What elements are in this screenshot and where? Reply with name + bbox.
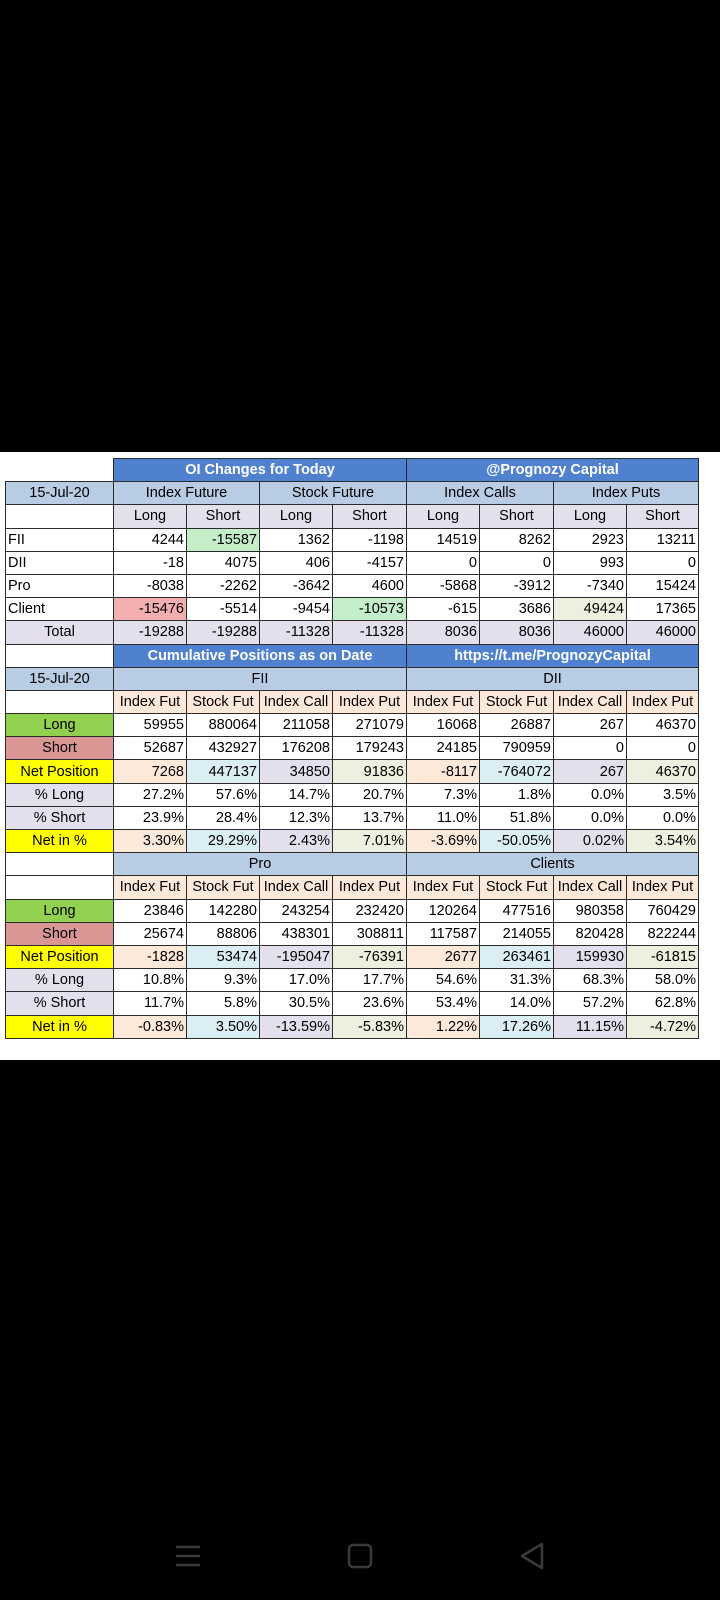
value-cell: 31.3% bbox=[480, 969, 554, 992]
back-icon[interactable] bbox=[512, 1536, 552, 1576]
section-right-title: Clients bbox=[407, 853, 699, 876]
position-row bbox=[6, 945, 699, 968]
row-label: Short bbox=[6, 922, 114, 945]
column-header: Index Put bbox=[333, 876, 407, 899]
value-cell: 8262 bbox=[480, 528, 554, 551]
column-header: Index Put bbox=[627, 876, 699, 899]
value-cell: 11.0% bbox=[407, 806, 480, 829]
value-cell: 179243 bbox=[333, 737, 407, 760]
value-cell: -15587 bbox=[187, 528, 260, 551]
value-cell: 1362 bbox=[260, 528, 333, 551]
cum-title: Cumulative Positions as on Date bbox=[114, 644, 407, 667]
value-cell: -5.83% bbox=[333, 1015, 407, 1038]
value-cell: 0 bbox=[554, 737, 627, 760]
value-cell: 17.26% bbox=[480, 1015, 554, 1038]
row-label: % Short bbox=[6, 992, 114, 1015]
row-label: FII bbox=[6, 528, 114, 551]
value-cell: 3686 bbox=[480, 598, 554, 621]
subheader-cell: Long bbox=[260, 505, 333, 528]
value-cell: 23.6% bbox=[333, 992, 407, 1015]
value-cell: 2677 bbox=[407, 945, 480, 968]
position-row bbox=[6, 992, 699, 1015]
value-cell: 28.4% bbox=[187, 806, 260, 829]
group-row bbox=[6, 482, 699, 505]
value-cell: 24185 bbox=[407, 737, 480, 760]
value-cell: 16068 bbox=[407, 714, 480, 737]
value-cell: -10573 bbox=[333, 598, 407, 621]
value-cell: -2262 bbox=[187, 574, 260, 597]
position-row bbox=[6, 737, 699, 760]
value-cell: 980358 bbox=[554, 899, 627, 922]
value-cell: 0.0% bbox=[554, 783, 627, 806]
column-header: Index Fut bbox=[407, 876, 480, 899]
value-cell: -7340 bbox=[554, 574, 627, 597]
value-cell: 53.4% bbox=[407, 992, 480, 1015]
empty-cell bbox=[6, 853, 114, 876]
value-cell: -9454 bbox=[260, 598, 333, 621]
position-row bbox=[6, 1015, 699, 1038]
section-header-row bbox=[6, 853, 699, 876]
group-header: Index Puts bbox=[554, 482, 699, 505]
value-cell: 993 bbox=[554, 551, 627, 574]
brand-title: @Prognozy Capital bbox=[407, 459, 699, 482]
subheader-cell: Short bbox=[333, 505, 407, 528]
telegram-link: https://t.me/PrognozyCapital bbox=[407, 644, 699, 667]
value-cell: 432927 bbox=[187, 737, 260, 760]
value-cell: 23846 bbox=[114, 899, 187, 922]
empty-cell bbox=[6, 876, 114, 899]
value-cell: 2.43% bbox=[260, 830, 333, 853]
value-cell: 49424 bbox=[554, 598, 627, 621]
date-cell: 15-Jul-20 bbox=[6, 667, 114, 690]
value-cell: 0 bbox=[480, 551, 554, 574]
value-cell: 243254 bbox=[260, 899, 333, 922]
row-label: DII bbox=[6, 551, 114, 574]
position-row bbox=[6, 969, 699, 992]
value-cell: 8036 bbox=[480, 621, 554, 644]
value-cell: 17365 bbox=[627, 598, 699, 621]
column-header: Stock Fut bbox=[480, 690, 554, 713]
value-cell: 232420 bbox=[333, 899, 407, 922]
value-cell: 3.5% bbox=[627, 783, 699, 806]
position-row bbox=[6, 783, 699, 806]
value-cell: 159930 bbox=[554, 945, 627, 968]
value-cell: 0 bbox=[627, 737, 699, 760]
value-cell: 46000 bbox=[554, 621, 627, 644]
oi-table bbox=[5, 458, 699, 1039]
row-label: % Long bbox=[6, 969, 114, 992]
row-label: Long bbox=[6, 899, 114, 922]
section-left-title: Pro bbox=[114, 853, 407, 876]
value-cell: -8038 bbox=[114, 574, 187, 597]
value-cell: 9.3% bbox=[187, 969, 260, 992]
value-cell: 30.5% bbox=[260, 992, 333, 1015]
value-cell: 10.8% bbox=[114, 969, 187, 992]
row-label: Short bbox=[6, 737, 114, 760]
group-header: Index Calls bbox=[407, 482, 554, 505]
column-header: Index Fut bbox=[114, 876, 187, 899]
empty-cell bbox=[6, 644, 114, 667]
corner-cell bbox=[6, 459, 114, 482]
value-cell: -764072 bbox=[480, 760, 554, 783]
column-header-row bbox=[6, 690, 699, 713]
oi-table-image bbox=[0, 452, 720, 1060]
oi-row bbox=[6, 528, 699, 551]
value-cell: -3642 bbox=[260, 574, 333, 597]
value-cell: -4.72% bbox=[627, 1015, 699, 1038]
row-label: Client bbox=[6, 598, 114, 621]
value-cell: 59955 bbox=[114, 714, 187, 737]
value-cell: 4244 bbox=[114, 528, 187, 551]
value-cell: 211058 bbox=[260, 714, 333, 737]
oi-row bbox=[6, 621, 699, 644]
value-cell: 88806 bbox=[187, 922, 260, 945]
value-cell: 14519 bbox=[407, 528, 480, 551]
value-cell: 820428 bbox=[554, 922, 627, 945]
subheader-row bbox=[6, 505, 699, 528]
value-cell: 14.7% bbox=[260, 783, 333, 806]
value-cell: 57.2% bbox=[554, 992, 627, 1015]
value-cell: 17.7% bbox=[333, 969, 407, 992]
value-cell: 880064 bbox=[187, 714, 260, 737]
value-cell: 46370 bbox=[627, 714, 699, 737]
value-cell: 2923 bbox=[554, 528, 627, 551]
value-cell: 4600 bbox=[333, 574, 407, 597]
section-header-row bbox=[6, 667, 699, 690]
value-cell: 438301 bbox=[260, 922, 333, 945]
value-cell: 46000 bbox=[627, 621, 699, 644]
value-cell: 5.8% bbox=[187, 992, 260, 1015]
value-cell: 3.50% bbox=[187, 1015, 260, 1038]
value-cell: 7268 bbox=[114, 760, 187, 783]
empty-cell bbox=[6, 505, 114, 528]
subheader-cell: Short bbox=[187, 505, 260, 528]
value-cell: -15476 bbox=[114, 598, 187, 621]
value-cell: 25674 bbox=[114, 922, 187, 945]
subheader-cell: Long bbox=[554, 505, 627, 528]
value-cell: 7.01% bbox=[333, 830, 407, 853]
row-label: % Long bbox=[6, 783, 114, 806]
value-cell: 17.0% bbox=[260, 969, 333, 992]
value-cell: 117587 bbox=[407, 922, 480, 945]
value-cell: 0.0% bbox=[627, 806, 699, 829]
value-cell: -19288 bbox=[114, 621, 187, 644]
value-cell: -3.69% bbox=[407, 830, 480, 853]
value-cell: 13.7% bbox=[333, 806, 407, 829]
column-header: Index Call bbox=[554, 690, 627, 713]
value-cell: 308811 bbox=[333, 922, 407, 945]
value-cell: 46370 bbox=[627, 760, 699, 783]
subheader-cell: Long bbox=[407, 505, 480, 528]
row-label: Total bbox=[6, 621, 114, 644]
position-row bbox=[6, 899, 699, 922]
row-label: Net in % bbox=[6, 830, 114, 853]
value-cell: 142280 bbox=[187, 899, 260, 922]
value-cell: 57.6% bbox=[187, 783, 260, 806]
value-cell: 68.3% bbox=[554, 969, 627, 992]
value-cell: 29.29% bbox=[187, 830, 260, 853]
value-cell: 7.3% bbox=[407, 783, 480, 806]
value-cell: -615 bbox=[407, 598, 480, 621]
value-cell: -11328 bbox=[260, 621, 333, 644]
value-cell: 12.3% bbox=[260, 806, 333, 829]
group-header: Stock Future bbox=[260, 482, 407, 505]
value-cell: 267 bbox=[554, 760, 627, 783]
value-cell: 120264 bbox=[407, 899, 480, 922]
value-cell: 11.15% bbox=[554, 1015, 627, 1038]
value-cell: 3.30% bbox=[114, 830, 187, 853]
column-header: Index Call bbox=[260, 876, 333, 899]
value-cell: 271079 bbox=[333, 714, 407, 737]
value-cell: 477516 bbox=[480, 899, 554, 922]
value-cell: 0 bbox=[627, 551, 699, 574]
android-nav-bar bbox=[0, 1520, 720, 1600]
value-cell: -1828 bbox=[114, 945, 187, 968]
subheader-cell: Long bbox=[114, 505, 187, 528]
value-cell: 20.7% bbox=[333, 783, 407, 806]
value-cell: 760429 bbox=[627, 899, 699, 922]
column-header-row bbox=[6, 876, 699, 899]
value-cell: -8117 bbox=[407, 760, 480, 783]
value-cell: -76391 bbox=[333, 945, 407, 968]
value-cell: 0 bbox=[407, 551, 480, 574]
value-cell: 58.0% bbox=[627, 969, 699, 992]
value-cell: -195047 bbox=[260, 945, 333, 968]
value-cell: 176208 bbox=[260, 737, 333, 760]
value-cell: -19288 bbox=[187, 621, 260, 644]
header-row bbox=[6, 459, 699, 482]
recents-icon[interactable] bbox=[168, 1536, 208, 1576]
row-label: Net Position bbox=[6, 945, 114, 968]
value-cell: 62.8% bbox=[627, 992, 699, 1015]
value-cell: 790959 bbox=[480, 737, 554, 760]
value-cell: 23.9% bbox=[114, 806, 187, 829]
value-cell: 51.8% bbox=[480, 806, 554, 829]
value-cell: 53474 bbox=[187, 945, 260, 968]
value-cell: 3.54% bbox=[627, 830, 699, 853]
value-cell: 0.0% bbox=[554, 806, 627, 829]
column-header: Index Call bbox=[554, 876, 627, 899]
value-cell: -11328 bbox=[333, 621, 407, 644]
position-row bbox=[6, 714, 699, 737]
value-cell: 54.6% bbox=[407, 969, 480, 992]
value-cell: 34850 bbox=[260, 760, 333, 783]
column-header: Index Fut bbox=[407, 690, 480, 713]
position-row bbox=[6, 760, 699, 783]
column-header: Index Call bbox=[260, 690, 333, 713]
row-label: Net Position bbox=[6, 760, 114, 783]
value-cell: 214055 bbox=[480, 922, 554, 945]
row-label: Long bbox=[6, 714, 114, 737]
value-cell: 4075 bbox=[187, 551, 260, 574]
cum-title-row bbox=[6, 644, 699, 667]
group-header: Index Future bbox=[114, 482, 260, 505]
oi-row bbox=[6, 598, 699, 621]
value-cell: 13211 bbox=[627, 528, 699, 551]
value-cell: -18 bbox=[114, 551, 187, 574]
value-cell: 447137 bbox=[187, 760, 260, 783]
value-cell: -5514 bbox=[187, 598, 260, 621]
empty-cell bbox=[6, 690, 114, 713]
row-label: Pro bbox=[6, 574, 114, 597]
subheader-cell: Short bbox=[627, 505, 699, 528]
value-cell: -1198 bbox=[333, 528, 407, 551]
value-cell: -61815 bbox=[627, 945, 699, 968]
value-cell: 52687 bbox=[114, 737, 187, 760]
value-cell: 822244 bbox=[627, 922, 699, 945]
value-cell: -0.83% bbox=[114, 1015, 187, 1038]
value-cell: 267 bbox=[554, 714, 627, 737]
subheader-cell: Short bbox=[480, 505, 554, 528]
column-header: Stock Fut bbox=[480, 876, 554, 899]
value-cell: 1.8% bbox=[480, 783, 554, 806]
value-cell: 91836 bbox=[333, 760, 407, 783]
oi-title: OI Changes for Today bbox=[114, 459, 407, 482]
section-right-title: DII bbox=[407, 667, 699, 690]
value-cell: 1.22% bbox=[407, 1015, 480, 1038]
value-cell: 27.2% bbox=[114, 783, 187, 806]
value-cell: 8036 bbox=[407, 621, 480, 644]
value-cell: -13.59% bbox=[260, 1015, 333, 1038]
position-row bbox=[6, 806, 699, 829]
value-cell: 406 bbox=[260, 551, 333, 574]
oi-row bbox=[6, 574, 699, 597]
column-header: Stock Fut bbox=[187, 690, 260, 713]
value-cell: 11.7% bbox=[114, 992, 187, 1015]
value-cell: 15424 bbox=[627, 574, 699, 597]
row-label: % Short bbox=[6, 806, 114, 829]
column-header: Index Fut bbox=[114, 690, 187, 713]
value-cell: 14.0% bbox=[480, 992, 554, 1015]
oi-row bbox=[6, 551, 699, 574]
column-header: Index Put bbox=[627, 690, 699, 713]
column-header: Stock Fut bbox=[187, 876, 260, 899]
column-header: Index Put bbox=[333, 690, 407, 713]
value-cell: -5868 bbox=[407, 574, 480, 597]
value-cell: 0.02% bbox=[554, 830, 627, 853]
value-cell: 26887 bbox=[480, 714, 554, 737]
position-row bbox=[6, 922, 699, 945]
value-cell: -3912 bbox=[480, 574, 554, 597]
section-left-title: FII bbox=[114, 667, 407, 690]
value-cell: 263461 bbox=[480, 945, 554, 968]
home-icon[interactable] bbox=[340, 1536, 380, 1576]
date-cell: 15-Jul-20 bbox=[6, 482, 114, 505]
value-cell: -4157 bbox=[333, 551, 407, 574]
position-row bbox=[6, 830, 699, 853]
row-label: Net in % bbox=[6, 1015, 114, 1038]
value-cell: -50.05% bbox=[480, 830, 554, 853]
